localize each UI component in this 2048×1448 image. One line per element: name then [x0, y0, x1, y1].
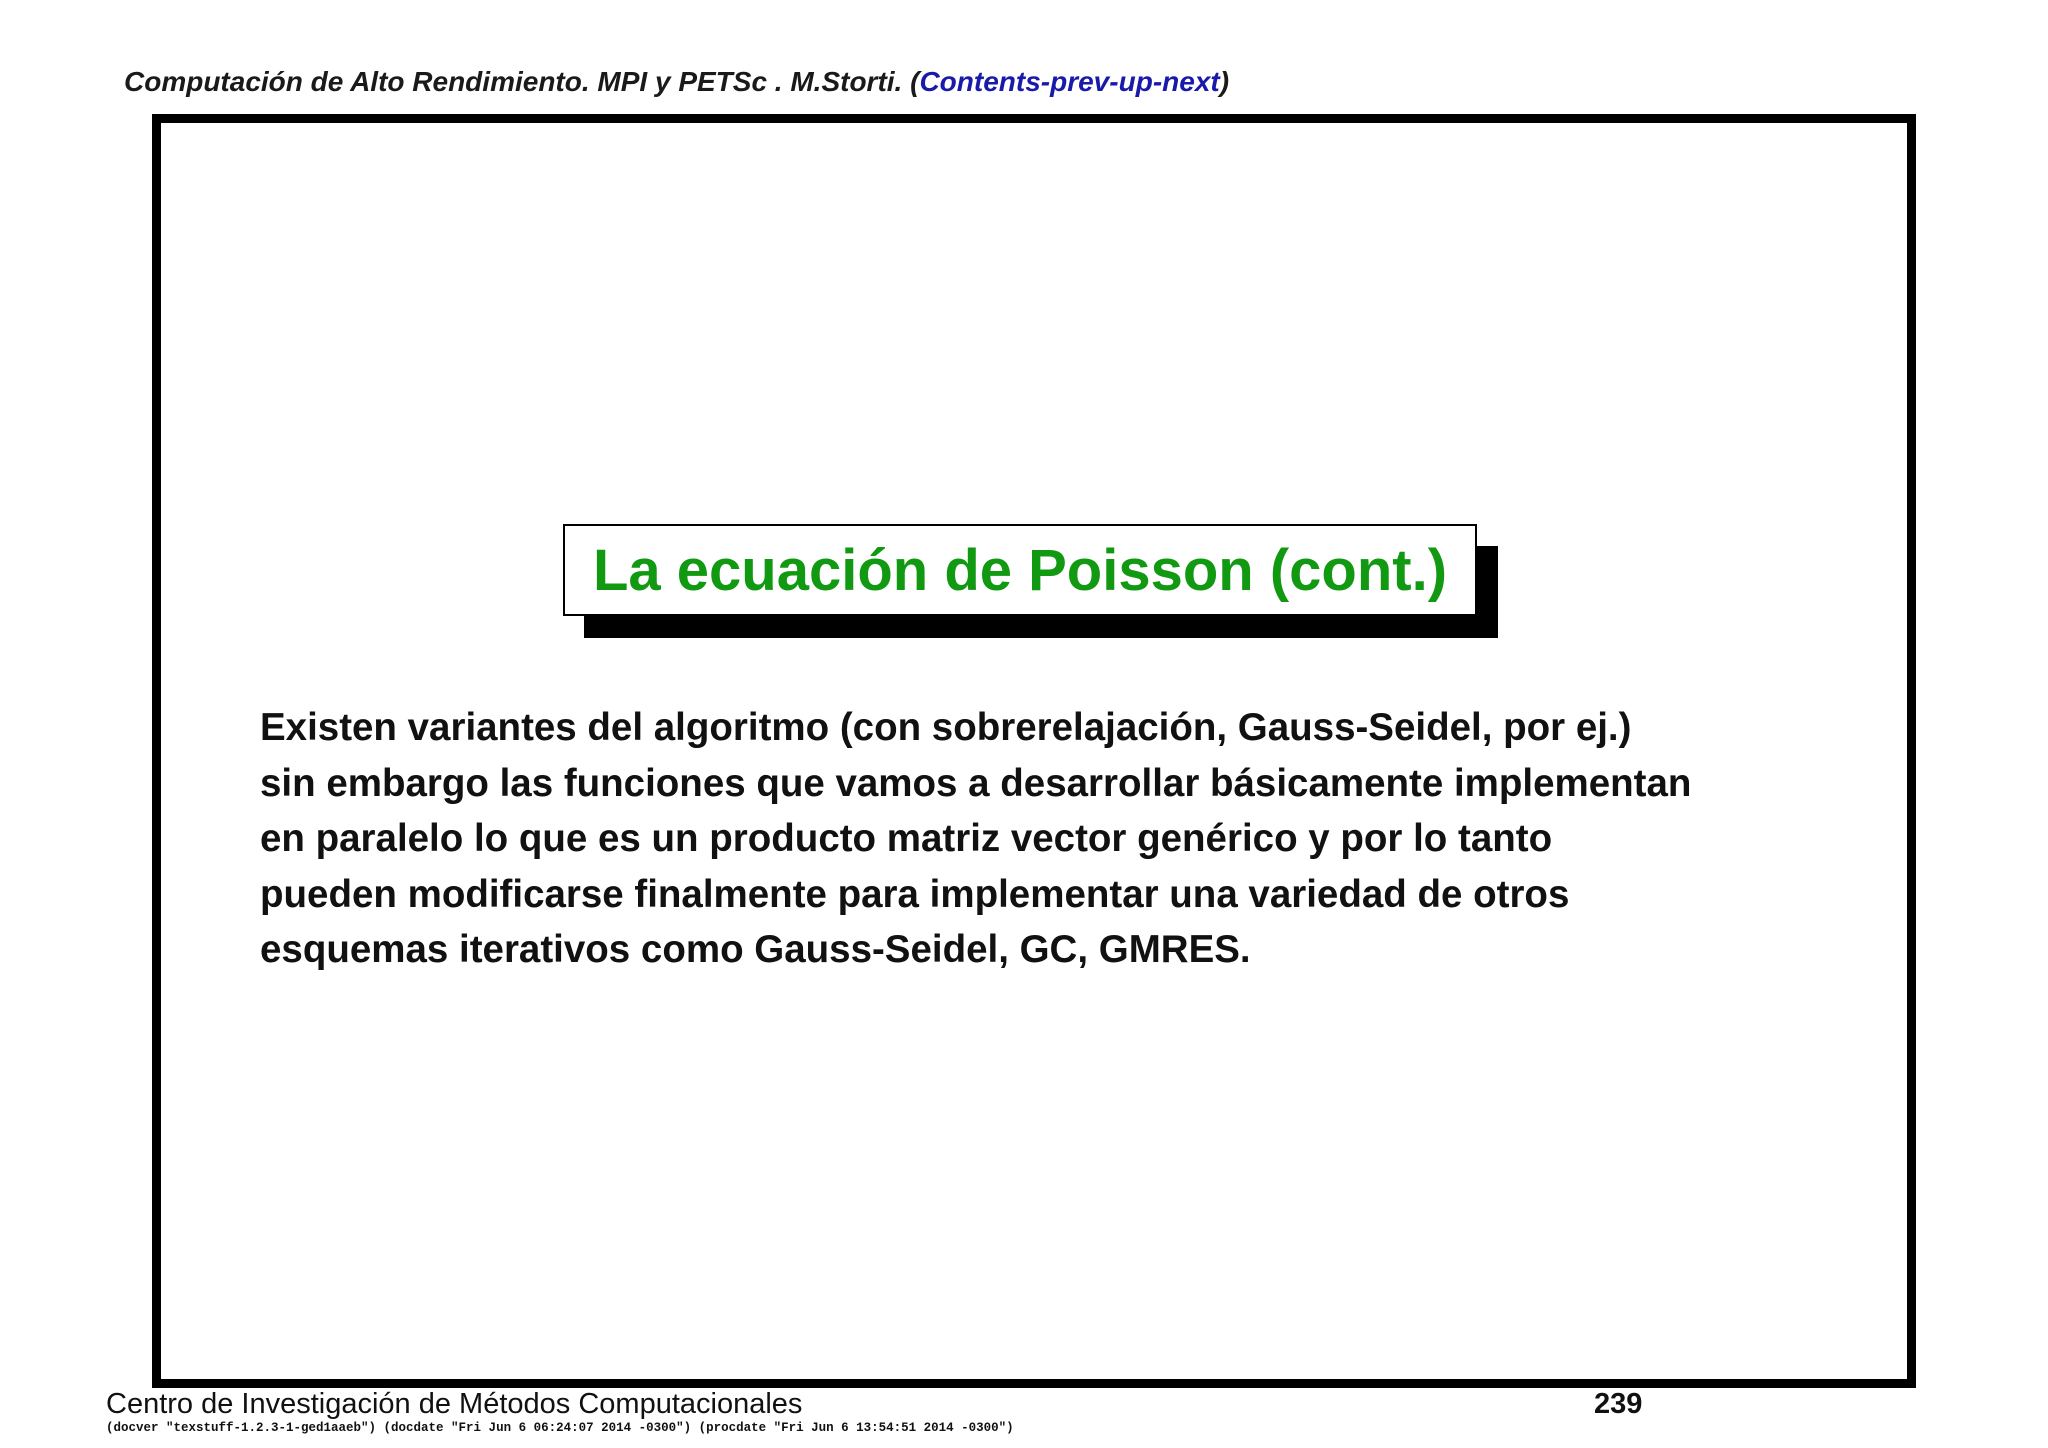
body-line: esquemas iterativos como Gauss-Seidel, GC, GMRES. [260, 928, 1251, 971]
nav-next-link[interactable]: next [1162, 66, 1220, 97]
nav-separator: - [1109, 66, 1119, 97]
footer-version-info: (docver "texstuff-1.2.3-1-ged1aaeb") (docdate "Fri Jun 6 06:24:07 2014 -0300") (procdate "Fri Jun 6 13:54:51 2014 -0300") [106, 1421, 1014, 1435]
header-title: Computación de Alto Rendimiento. MPI y PETSc . M.Storti. ( [124, 66, 920, 97]
slide-title: La ecuación de Poisson (cont.) [592, 537, 1448, 603]
nav-contents-link[interactable]: Contents [919, 66, 1041, 97]
nav-prev-link[interactable]: prev [1050, 66, 1110, 97]
page-number: 239 [1594, 1388, 1643, 1420]
nav-separator: - [1040, 66, 1051, 97]
body-line: en paralelo lo que es un producto matriz vector genérico y por lo tanto [260, 817, 1553, 860]
body-line: pueden modificarse finalmente para implementar una variedad de otros [260, 872, 1570, 916]
body-line: sin embargo las funciones que vamos a desarrollar básicamente implementan [260, 761, 1692, 805]
body-line: Existen variantes del algoritmo (con sobrerelajación, Gauss-Seidel, por ej.) [260, 706, 1632, 749]
running-header [124, 66, 1229, 98]
nav-up-link[interactable]: up [1118, 66, 1153, 97]
slide-body [260, 700, 1860, 978]
nav-separator: - [1152, 66, 1163, 97]
footer-institution: Centro de Investigación de Métodos Computacionales [106, 1388, 803, 1420]
slide-title-box [563, 524, 1477, 616]
header-close-paren: ) [1219, 66, 1230, 97]
